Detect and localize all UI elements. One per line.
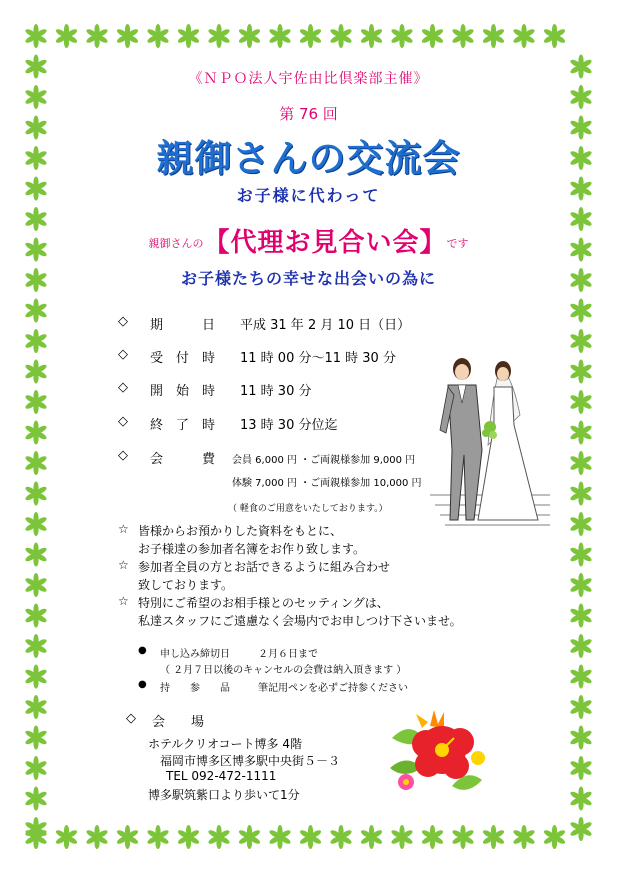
leaf-icon [299, 24, 322, 48]
schedule-label-end: 終 了 時 [150, 418, 216, 433]
leaf-icon [569, 756, 592, 780]
subtitle-2-main: 【代理お見合い会】 [203, 228, 447, 258]
leaf-icon [569, 421, 592, 445]
fee-trial: 体験 7,000 円 ・ご両親様参加 10,000 円 [232, 478, 422, 489]
note-line: 皆様からお預かりした資料をもとに、 [138, 524, 343, 538]
leaf-icon [569, 512, 592, 536]
leaf-icon [360, 24, 383, 48]
leaf-icon [55, 825, 78, 849]
leaf-icon [207, 24, 230, 48]
note-line: 特別にご希望のお相手様とのセッティングは、 [138, 596, 389, 610]
leaf-icon [24, 360, 47, 384]
schedule-mark: ◇ [118, 448, 128, 463]
leaf-icon [569, 543, 592, 567]
leaf-icon [177, 825, 200, 849]
schedule-mark: ◇ [118, 347, 128, 362]
leaf-icon [451, 24, 474, 48]
schedule-value-reception: 11 時 00 分～11 時 30 分 [240, 351, 396, 366]
note-line: 致しております。 [138, 578, 234, 592]
leaf-icon [24, 604, 47, 628]
bring-bullet: ● [138, 679, 147, 690]
leaf-icon [360, 825, 383, 849]
leaf-icon [24, 482, 47, 506]
leaf-icon [24, 329, 47, 353]
subtitle-3: お子様たちの幸せな出会いの為に [180, 269, 436, 288]
leaf-icon [268, 825, 291, 849]
leaf-icon [24, 390, 47, 414]
leaf-icon [512, 24, 535, 48]
leaf-icon [569, 695, 592, 719]
note-line: お子様達の参加者名簿をお作り致します。 [138, 542, 366, 556]
leaf-icon [24, 665, 47, 689]
schedule-label-date: 期 日 [150, 318, 216, 333]
note-star: ☆ [118, 594, 129, 608]
note-star: ☆ [118, 558, 129, 572]
venue-tel: TEL 092-472-1111 [166, 769, 277, 783]
bring-value: 筆記用ペンを必ずご持参ください [258, 683, 408, 694]
leaf-icon [482, 24, 505, 48]
hibiscus-flower-illustration [382, 708, 494, 800]
leaf-icon [569, 451, 592, 475]
leaf-icon [146, 825, 169, 849]
leaf-icon [329, 825, 352, 849]
leaf-icon [24, 787, 47, 811]
leaf-icon [24, 695, 47, 719]
leaf-icon [116, 825, 139, 849]
wedding-couple-illustration [430, 355, 555, 530]
leaf-icon [569, 573, 592, 597]
edition-number: 第 76 回 [279, 105, 338, 123]
subtitle-1: お子様に代わって [236, 186, 381, 205]
subtitle-2-suffix: です [446, 237, 469, 250]
schedule-label-reception: 受 付 時 [150, 351, 216, 366]
leaf-icon [543, 24, 566, 48]
leaf-icon [569, 726, 592, 750]
leaf-icon [569, 787, 592, 811]
leaf-icon [569, 817, 592, 841]
leaf-icon [569, 299, 592, 323]
leaf-icon [569, 482, 592, 506]
fee-label: 会 費 [150, 452, 216, 467]
leaf-icon [116, 24, 139, 48]
leaf-icon [390, 24, 413, 48]
leaf-icon [207, 825, 230, 849]
schedule-value-date: 平成 31 年 2 月 10 日（日） [240, 318, 411, 333]
leaf-icon [569, 665, 592, 689]
leaf-icon [24, 512, 47, 536]
leaf-icon [55, 24, 78, 48]
cancel-note: （ ２月７日以後のキャンセルの会費は納入頂きます ） [160, 665, 407, 676]
leaf-icon [482, 825, 505, 849]
leaf-icon [24, 634, 47, 658]
organizer-line: 《ＮＰＯ法人宇佐由比倶楽部主催》 [188, 71, 429, 87]
schedule-mark: ◇ [118, 380, 128, 395]
bring-label: 持 参 品 [160, 683, 230, 694]
leaf-icon [177, 24, 200, 48]
leaf-icon [24, 299, 47, 323]
note-line: 参加者全員の方とお話できるように組み合わせ [138, 560, 391, 574]
schedule-mark: ◇ [118, 414, 128, 429]
leaf-icon [543, 825, 566, 849]
leaf-icon [24, 421, 47, 445]
venue-heading: 会 場 [152, 715, 205, 730]
leaf-icon [569, 634, 592, 658]
subtitle-2-prefix: 親御さんの [148, 237, 204, 250]
leaf-icon [569, 360, 592, 384]
fee-note: （ 軽食のご用意をいたしております。） [228, 504, 388, 514]
leaf-icon [569, 390, 592, 414]
deadline-label: 申し込み締切日 [160, 649, 230, 660]
leaf-icon [421, 825, 444, 849]
leaf-icon [24, 24, 47, 48]
leaf-icon [569, 604, 592, 628]
leaf-icon [24, 726, 47, 750]
venue-name: ホテルクリオコート博多 4階 [148, 737, 303, 751]
leaf-icon [421, 24, 444, 48]
leaf-icon [238, 24, 261, 48]
leaf-icon [390, 825, 413, 849]
venue-address: 福岡市博多区博多駅中央街５－３ [160, 754, 341, 768]
leaf-icon [329, 24, 352, 48]
venue-mark: ◇ [126, 711, 136, 726]
leaf-icon [569, 329, 592, 353]
schedule-label-start: 開 始 時 [150, 384, 216, 399]
leaf-icon [24, 817, 47, 841]
leaf-icon [512, 825, 535, 849]
note-line: 私達スタッフにご遠慮なく会場内でお申しつけ下さいませ。 [138, 614, 462, 628]
leaf-icon [85, 825, 108, 849]
leaf-icon [146, 24, 169, 48]
leaf-icon [24, 756, 47, 780]
leaf-icon [238, 825, 261, 849]
leaf-icon [24, 543, 47, 567]
leaf-icon [24, 451, 47, 475]
subtitle-2 [0, 222, 617, 259]
event-title: 親御さんの交流会 [156, 137, 461, 180]
leaf-icon [24, 573, 47, 597]
schedule-value-end: 13 時 30 分位迄 [240, 418, 338, 433]
schedule-value-start: 11 時 30 分 [240, 384, 312, 399]
leaf-icon [85, 24, 108, 48]
leaf-icon [451, 825, 474, 849]
fee-member: 会員 6,000 円 ・ご両親様参加 9,000 円 [232, 455, 416, 466]
deadline-value: ２月６日まで [258, 649, 318, 660]
leaf-icon [299, 825, 322, 849]
leaf-icon [268, 24, 291, 48]
deadline-bullet: ● [138, 645, 147, 656]
note-star: ☆ [118, 522, 129, 536]
venue-access: 博多駅筑紫口より歩いて1分 [148, 788, 300, 802]
schedule-mark: ◇ [118, 314, 128, 329]
